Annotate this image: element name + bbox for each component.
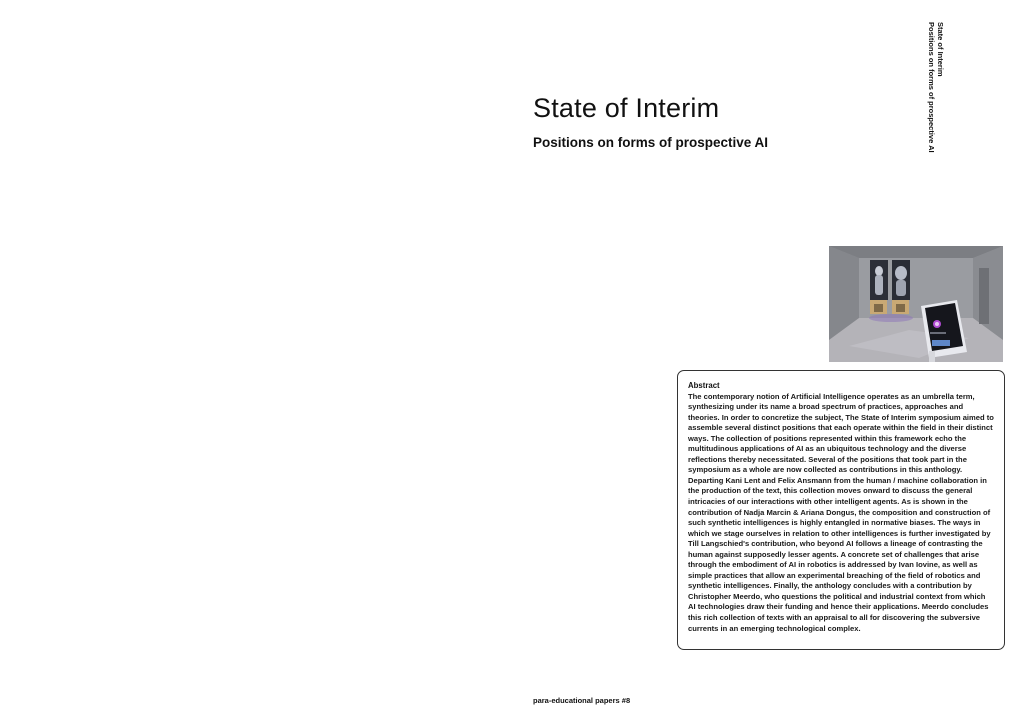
publication-series-label: para-educational papers #8 bbox=[533, 696, 631, 705]
abstract-box bbox=[677, 370, 1005, 650]
exhibition-photo bbox=[829, 246, 1003, 362]
abstract-text: The contemporary notion of Artificial Intelligence operates as an umbrella term, synthesizing under its name a broad spectrum of practices, approaches and theories. In order to concretize the subject, The State of Interim symposium aimed to assemble several distinct positions that each operate within the field in their distinct ways. The collection of positions represented within this framework echo the multitudinous applications of AI as an ubiquitous technology and the diverse reflections thereby necessitated. Several of the positions that took part in the symposium as a whole are now collected as contributions in this anthology. Departing Kani Lent and Felix Ansmann from the human / machine collaboration in the production of the text, this collection moves onward to discuss the general intricacies of our interactions with other intelligent agents. As is shown in the contribution of Nadja Marcin & Ariana Dongus, the composition and construction of such synthetic intelligences is highly entangled in normative biases. The ways in which we stage ourselves in relation to other intelligences is further investigated by Till Langschied's contribution, who beyond AI follows a lineage of contrasting the human against supposedly lesser agents. A concrete set of challenges that arise through the embodiment of AI in robotics is addressed by Ivan Iovine, as well as simple practices that allow an experimental breaching of the field of robotics and synthetic intelligences. Finally, the anthology concludes with a contribution by Christopher Meerdo, who questions the political and industrial context from which AI technologies draw their funding and hence their applications. Meerdo concludes this rich collection of texts with an appraisal to all for discovering the subversive currents in an emerging technological complex. bbox=[688, 391, 994, 633]
running-head-title: State of Interim bbox=[936, 22, 945, 77]
document-title: State of Interim bbox=[533, 93, 720, 123]
running-head bbox=[925, 22, 945, 153]
running-head-subtitle: Positions on forms of prospective AI bbox=[927, 22, 936, 153]
abstract-heading: Abstract bbox=[688, 381, 720, 390]
document-subtitle: Positions on forms of prospective AI bbox=[533, 135, 769, 150]
running-head-text bbox=[927, 22, 945, 153]
